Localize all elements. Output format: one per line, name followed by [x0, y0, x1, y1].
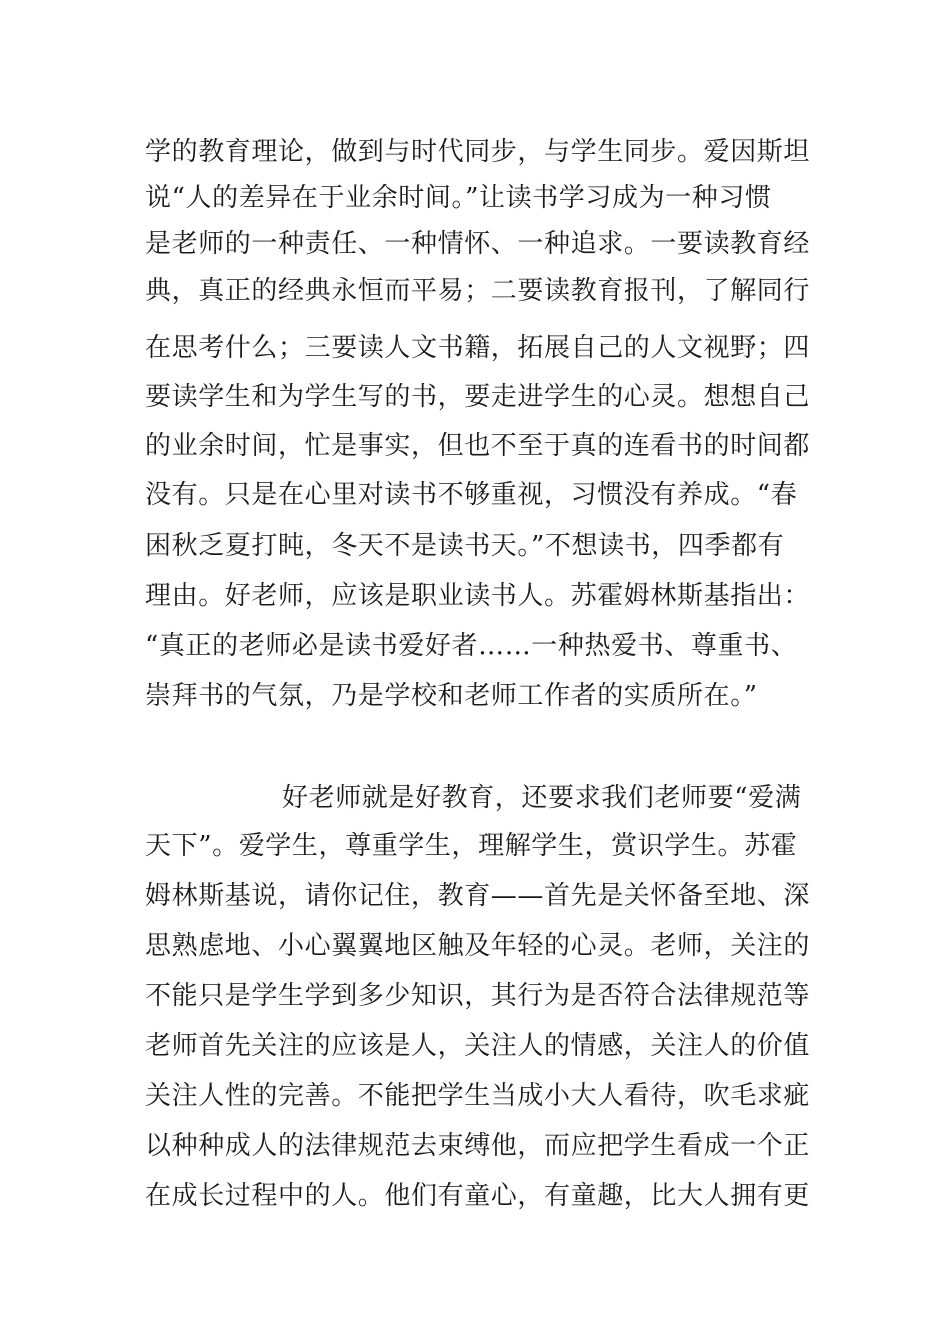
paragraph-1-line-12: 崇拜书的气氛，乃是学校和老师工作者的实质所在。” — [145, 681, 758, 711]
paragraph-2-line-6: 老师首先关注的应该是人，关注人的情感，关注人的价值 — [145, 1031, 811, 1061]
paragraph-1-line-6: 要读学生和为学生写的书，要走进学生的心灵。想想自己 — [145, 382, 811, 412]
paragraph-1-line-7: 的业余时间，忙是事实，但也不至于真的连看书的时间都 — [145, 431, 811, 461]
paragraph-2-line-7: 关注人性的完善。不能把学生当成小大人看待，吹毛求疵 — [145, 1081, 811, 1111]
paragraph-1-line-8: 没有。只是在心里对读书不够重视，习惯没有养成。“春 — [145, 480, 798, 510]
paragraph-1-line-11: “真正的老师必是读书爱好者……一种热爱书、尊重书、 — [145, 631, 798, 661]
paragraph-1-line-3: 是老师的一种责任、一种情怀、一种追求。一要读教育经 — [145, 229, 811, 259]
paragraph-2-line-2: 天下”。爱学生，尊重学生，理解学生，赏识学生。苏霍 — [145, 831, 798, 861]
paragraph-1-line-2: 说“人的差异在于业余时间。”让读书学习成为一种习惯 — [145, 183, 772, 213]
paragraph-2-line-9: 在成长过程中的人。他们有童心，有童趣，比大人拥有更 — [145, 1181, 811, 1211]
paragraph-2-line-4: 思熟虑地、小心翼翼地区触及年轻的心灵。老师，关注的 — [145, 931, 811, 961]
paragraph-1-line-4: 典，真正的经典永恒而平易；二要读教育报刊，了解同行 — [145, 276, 811, 306]
paragraph-2-line-1: 好老师就是好教育，还要求我们老师要“爱满 — [282, 783, 802, 813]
paragraph-1-line-5: 在思考什么；三要读人文书籍，拓展自己的人文视野；四 — [145, 333, 811, 363]
paragraph-2-line-8: 以种种成人的法律规范去束缚他，而应把学生看成一个正 — [145, 1131, 811, 1161]
paragraph-1-line-1: 学的教育理论，做到与时代同步，与学生同步。爱因斯坦 — [145, 137, 811, 167]
paragraph-2-line-5: 不能只是学生学到多少知识，其行为是否符合法律规范等 — [145, 981, 811, 1011]
paragraph-2-line-3: 姆林斯基说，请你记住，教育——首先是关怀备至地、深 — [145, 881, 811, 911]
paragraph-1-line-9: 困秋乏夏打盹，冬天不是读书天。”不想读书，四季都有 — [145, 531, 785, 561]
paragraph-1-line-10: 理由。好老师，应该是职业读书人。苏霍姆林斯基指出： — [145, 581, 811, 611]
